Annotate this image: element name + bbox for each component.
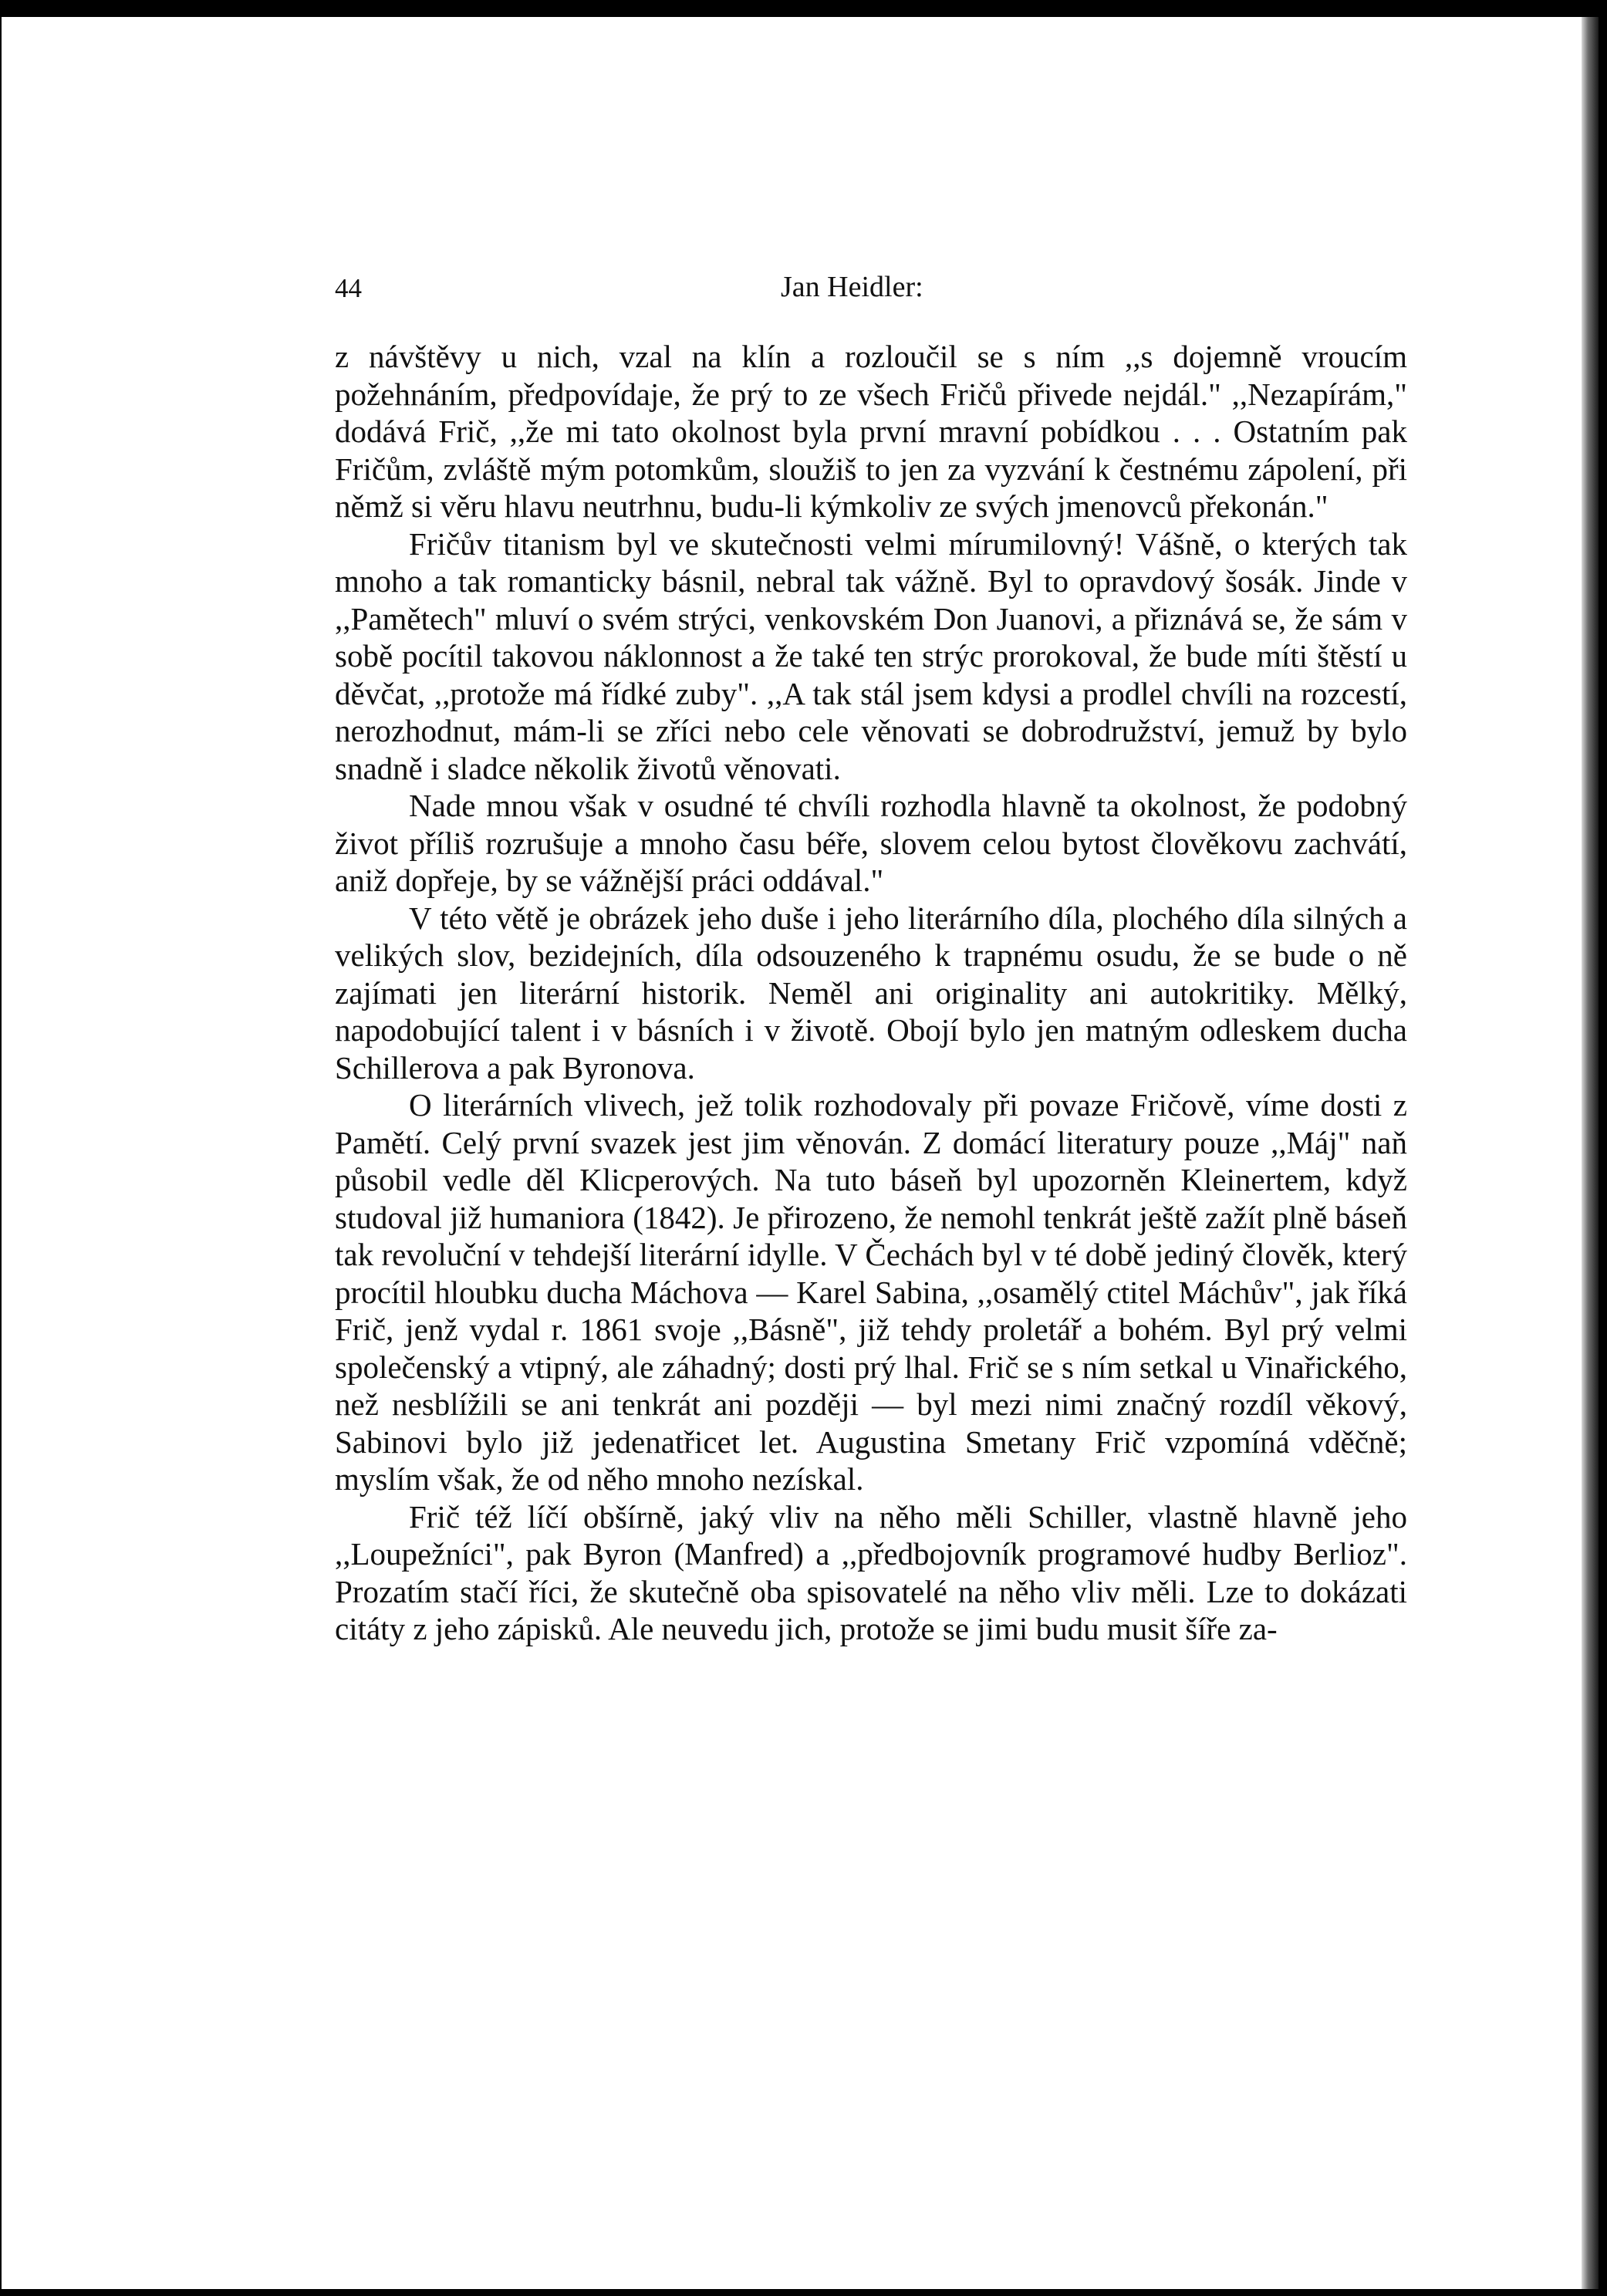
paragraph-4: V této větě je obrázek jeho duše i jeho literárního díla, plochého díla silných a velikých slov, bezidejních, díla odsouzeného k trapnému osudu, že se bude o ně zajímati jen literární historik. Neměl ani originality ani autokritiky. Mělký, napodobující talent i v básních i v životě. Obojí bylo jen matným odleskem ducha Schillerova a pak Byronova. xyxy=(335,900,1407,1086)
paragraph-3: Nade mnou však v osudné té chvíli rozhodla hlavně ta okolnost, že podobný život příliš rozrušuje a mnoho času béře, slovem celou bytost člověkovu zachvátí, aniž dopřeje, by se vážnější práci oddával." xyxy=(335,788,1407,898)
paragraph-1: z návštěvy u nich, vzal na klín a rozloučil se s ním ,,s dojemně vroucím požehnáním, předpovídaje, že prý to ze všech Fričů přivede nejdál." ,,Nezapírám," dodává Frič, ,,že mi tato okolnost byla první mravní pobídkou . . . Ostatním pak Fričům, zvláště mým potomkům, sloužiš to jen za vyzvání k čestnému zápolení, při němž si věru hlavu neutrhnu, budu-li kýmkoliv ze svých jmenovců překonán." xyxy=(335,339,1407,524)
paragraph-5: O literárních vlivech, jež tolik rozhodovaly při povaze Fričově, víme dosti z Pamětí. Celý první svazek jest jim věnován. Z domácí literatury pouze ,,Máj" naň působil vedle děl Klicperových. Na tuto báseň byl upozorněn Kleinertem, když studoval již humaniora (1842). Je přirozeno, že nemohl tenkrát ještě zažít plně báseň tak revoluční v tehdejší literární idylle. V Čechách byl v té době jediný člověk, který procítil hloubku ducha Máchova — Karel Sabina, ,,osamělý ctitel Máchův", jak říká Frič, jenž vydal r. 1861 svoje ,,Básně", již tehdy proletář a bohém. Byl prý velmi společenský a vtipný, ale záhadný; dosti prý lhal. Frič se s ním setkal u Vinařického, než nesblížili se ani tenkrát ani později — byl mezi nimi značný rozdíl věkový, Sabinovi bylo již jedenatřicet let. Augustina Smetany Frič vzpomíná vděčně; myslím však, že od něho mnoho nezískal. xyxy=(335,1087,1407,1497)
paragraph-2: Fričův titanism byl ve skutečnosti velmi mírumilovný! Vášně, o kterých tak mnoho a tak romanticky básnil, nebral tak vážně. Byl to opravdový šosák. Jinde v ,,Pamětech" mluví o svém strýci, venkovském Don Juanovi, a přiznává se, že sám v sobě pocítil takovou náklonnost a že také ten strýc prorokoval, že bude míti štěstí u děvčat, ,,protože má řídké zuby". ,,A tak stál jsem kdysi a prodlel chvíli na rozcestí, nerozhodnut, mám-li se zříci nebo cele věnovati se dobrodružství, jemuž by bylo snadně i sladce několik životů věnovati. xyxy=(335,525,1407,786)
body-text xyxy=(335,338,1407,1648)
running-head: Jan Heidler: xyxy=(781,271,923,303)
book-page xyxy=(2,17,1599,2289)
paragraph-6: Frič též líčí obšírně, jaký vliv na něho měli Schiller, vlastně hlavně jeho ,,Loupežníci", pak Byron (Manfred) a ,,předbojovník programové hudby Berlioz". Prozatím stačí říci, že skutečně oba spisovatelé na něho vliv měli. Lze to dokázati citáty z jeho zápisků. Ale neuvedu jich, protože se jimi budu musit šíře za- xyxy=(335,1498,1407,1646)
page-header xyxy=(335,262,1407,309)
book-spine-shadow xyxy=(1582,17,1599,2289)
page-number: 44 xyxy=(335,273,362,303)
